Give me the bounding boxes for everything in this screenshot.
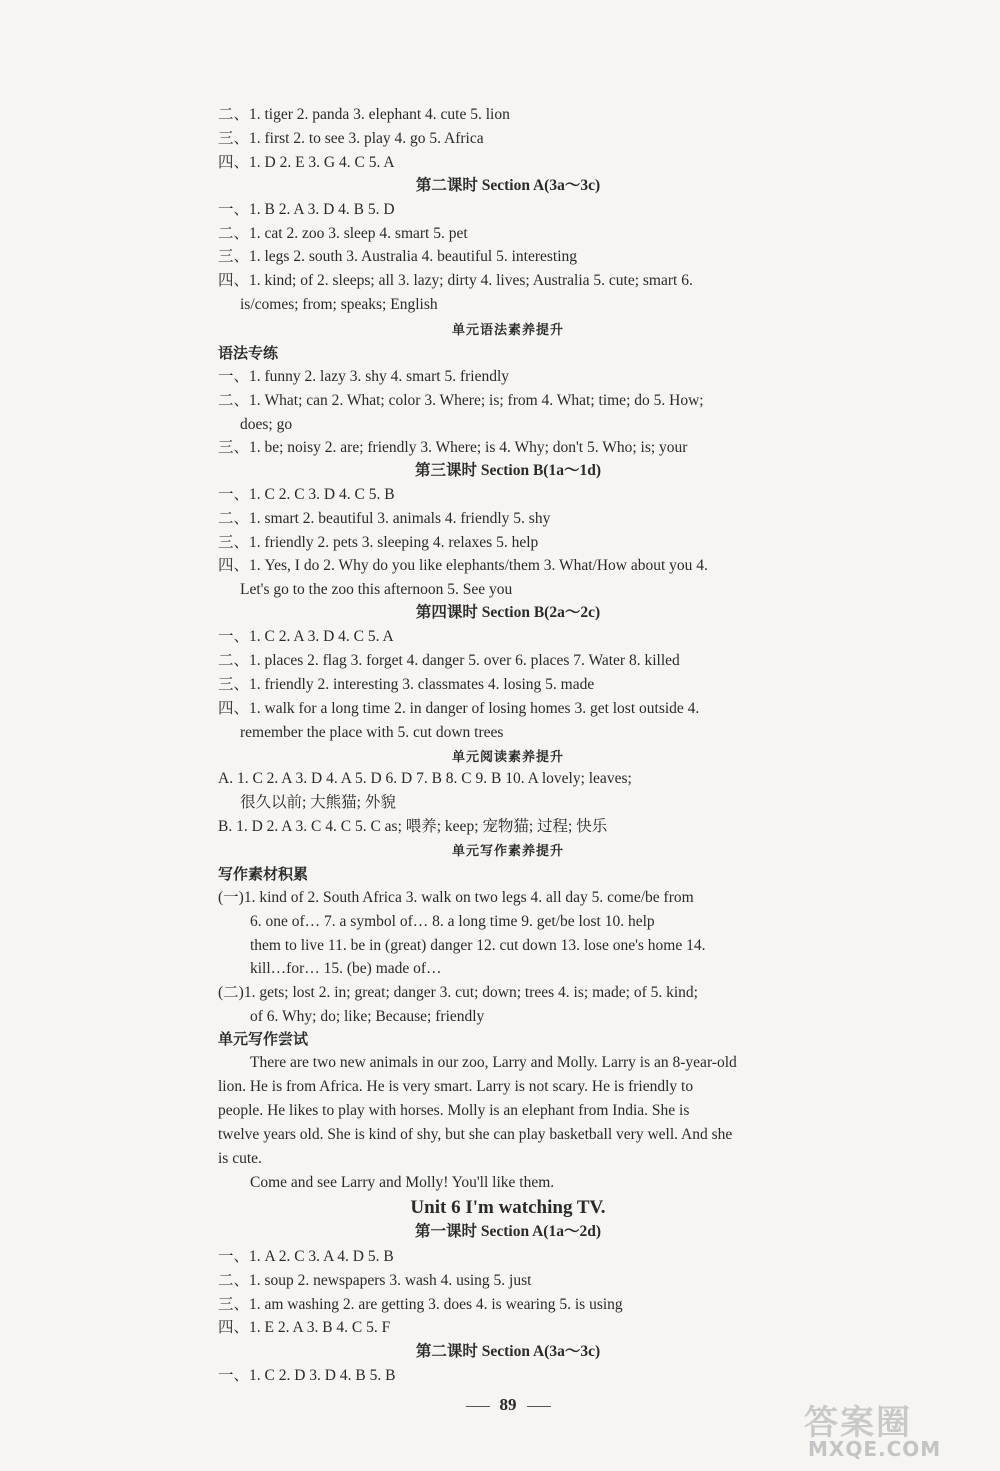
section-heading: 第一课时 Section A(1a～2d) bbox=[414, 1223, 601, 1240]
essay-line: There are two new animals in our zoo, Larry and Molly. Larry is an 8-year-old bbox=[250, 1054, 737, 1071]
answer-line: is/comes; from; speaks; English bbox=[240, 296, 438, 313]
answer-line: kill…for… 15. (be) made of… bbox=[250, 960, 442, 977]
answer-line: 三、1. be; noisy 2. are; friendly 3. Where; is 4. Why; don't 5. Who; is; your bbox=[218, 439, 688, 456]
answer-line: 四、1. kind; of 2. sleeps; all 3. lazy; dirty 4. lives; Australia 5. cute; smart 6. bbox=[218, 272, 693, 289]
page-number-dash bbox=[466, 1406, 490, 1407]
section-label: 写作素材积累 bbox=[218, 867, 309, 883]
site-watermark bbox=[804, 1395, 994, 1465]
answer-line: 四、1. D 2. E 3. G 4. C 5. A bbox=[218, 154, 395, 171]
page-number-text: 89 bbox=[499, 1395, 517, 1414]
essay-line: Come and see Larry and Molly! You'll like them. bbox=[250, 1174, 555, 1191]
answer-line: does; go bbox=[240, 416, 293, 433]
unit-subheading: 单元语法素养提升 bbox=[451, 322, 564, 337]
answer-line: 一、1. A 2. C 3. A 4. D 5. B bbox=[218, 1248, 394, 1265]
section-heading: 第二课时 Section A(3a～3c) bbox=[415, 1343, 601, 1360]
answer-line: 三、1. legs 2. south 3. Australia 4. beautiful 5. interesting bbox=[218, 248, 578, 265]
unit-subheading: 单元阅读素养提升 bbox=[451, 749, 564, 764]
page-number bbox=[218, 1393, 798, 1417]
essay-line: people. He likes to play with horses. Molly is an elephant from India. She is bbox=[218, 1102, 690, 1119]
answer-line: 一、1. funny 2. lazy 3. shy 4. smart 5. friendly bbox=[218, 368, 510, 385]
answer-line: A. 1. C 2. A 3. D 4. A 5. D 6. D 7. B 8. C 9. B 10. A lovely; leaves; bbox=[218, 770, 632, 787]
answer-line: of 6. Why; do; like; Because; friendly bbox=[250, 1008, 485, 1025]
unit-subheading: 单元写作素养提升 bbox=[451, 843, 564, 858]
section-heading: 第三课时 Section B(1a～1d) bbox=[414, 462, 601, 479]
answer-line: them to live 11. be in (great) danger 12. cut down 13. lose one's home 14. bbox=[250, 937, 706, 954]
section-heading: 第二课时 Section A(3a～3c) bbox=[415, 177, 601, 194]
answer-line: 四、1. walk for a long time 2. in danger of losing homes 3. get lost outside 4. bbox=[218, 700, 700, 717]
section-label: 单元写作尝试 bbox=[218, 1032, 309, 1048]
answer-line: 二、1. places 2. flag 3. forget 4. danger 5. over 6. places 7. Water 8. killed bbox=[218, 652, 680, 669]
answer-line: 四、1. E 2. A 3. B 4. C 5. F bbox=[218, 1319, 391, 1336]
page-number-dash bbox=[527, 1406, 551, 1407]
answer-line: (二)1. gets; lost 2. in; great; danger 3. cut; down; trees 4. is; made; of 5. kind; bbox=[218, 984, 698, 1001]
answer-line: 一、1. C 2. A 3. D 4. C 5. A bbox=[218, 628, 394, 645]
answer-line: (一)1. kind of 2. South Africa 3. walk on two legs 4. all day 5. come/be from bbox=[218, 889, 694, 906]
essay-line: twelve years old. She is kind of shy, but she can play basketball very well. And she bbox=[218, 1126, 733, 1143]
answer-line: 很久以前; 大熊猫; 外貌 bbox=[240, 794, 396, 811]
watermark-url: MXQE.COM bbox=[808, 1437, 942, 1461]
answer-line: 三、1. friendly 2. pets 3. sleeping 4. relaxes 5. help bbox=[218, 534, 539, 551]
answer-line: 二、1. tiger 2. panda 3. elephant 4. cute 5. lion bbox=[218, 106, 510, 123]
watermark-logo-text: 答案圈 bbox=[804, 1403, 912, 1443]
answer-line: 一、1. C 2. C 3. D 4. C 5. B bbox=[218, 486, 395, 503]
answer-line: 三、1. am washing 2. are getting 3. does 4. is wearing 5. is using bbox=[218, 1296, 623, 1313]
essay-line: lion. He is from Africa. He is very smart. Larry is not scary. He is friendly to bbox=[218, 1078, 694, 1095]
answer-line: 二、1. cat 2. zoo 3. sleep 4. smart 5. pet bbox=[218, 225, 468, 242]
answer-line: 二、1. soup 2. newspapers 3. wash 4. using 5. just bbox=[218, 1272, 532, 1289]
answer-line: 三、1. first 2. to see 3. play 4. go 5. Africa bbox=[218, 130, 484, 147]
answer-line: B. 1. D 2. A 3. C 4. C 5. C as; 喂养; keep; 宠物猫; 过程; 快乐 bbox=[218, 818, 608, 835]
answer-line: 二、1. What; can 2. What; color 3. Where; is; from 4. What; time; do 5. How; bbox=[218, 392, 704, 409]
essay-line: is cute. bbox=[218, 1150, 262, 1167]
answer-line: 一、1. B 2. A 3. D 4. B 5. D bbox=[218, 201, 395, 218]
answer-line: Let's go to the zoo this afternoon 5. See you bbox=[240, 581, 513, 598]
answer-line: 四、1. Yes, I do 2. Why do you like elephants/them 3. What/How about you 4. bbox=[218, 557, 708, 574]
unit-title: Unit 6 I'm watching TV. bbox=[410, 1197, 606, 1218]
section-heading: 第四课时 Section B(2a～2c) bbox=[415, 604, 601, 621]
answer-line: 三、1. friendly 2. interesting 3. classmates 4. losing 5. made bbox=[218, 676, 595, 693]
answer-line: 一、1. C 2. D 3. D 4. B 5. B bbox=[218, 1367, 396, 1384]
answer-line: 6. one of… 7. a symbol of… 8. a long time 9. get/be lost 10. help bbox=[250, 913, 655, 930]
section-label: 语法专练 bbox=[218, 346, 279, 362]
answer-line: 二、1. smart 2. beautiful 3. animals 4. friendly 5. shy bbox=[218, 510, 551, 527]
answer-line: remember the place with 5. cut down trees bbox=[240, 724, 504, 741]
